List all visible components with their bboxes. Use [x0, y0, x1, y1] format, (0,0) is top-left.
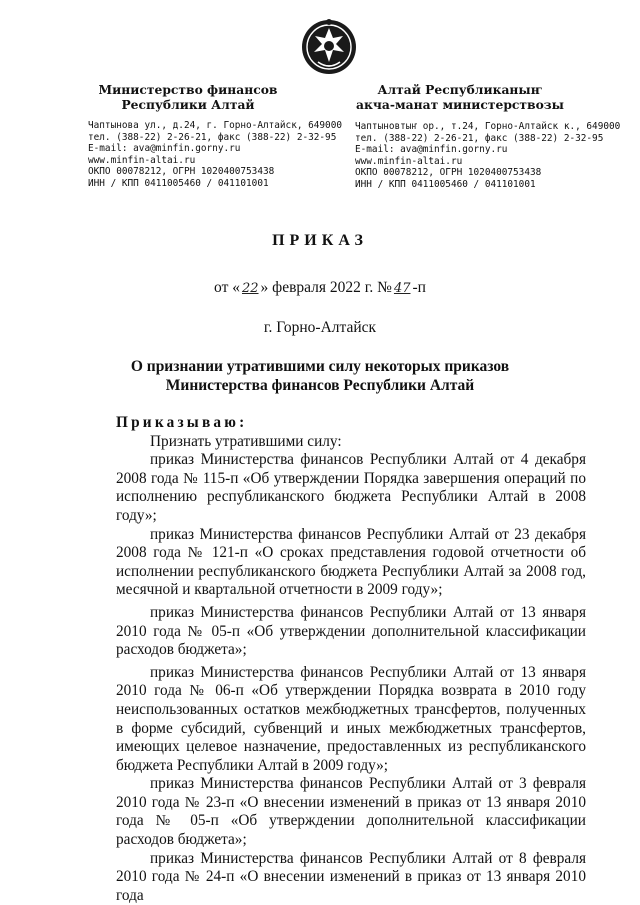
website: www.minfin-altai.ru	[355, 155, 463, 167]
email: E-mail: ava@minfin.gorny.ru	[88, 143, 241, 155]
paragraph: приказ Министерства финансов Республики Алтай от 13 января 2010 года № 06-п «Об утверждении Порядка возврата в 2010 году неиспользованных остатков межбюджетных трансфертов, полученных в форме субсидий, субвенций и иных межбюджетных трансфертов, имеющих целевое назначение, предоставленных из республиканского бюджета Республики Алтай в 2009 году»;	[116, 663, 586, 774]
paragraph: приказ Министерства финансов Республики Алтай от 8 февраля 2010 года № 24-п «О внесении изменений в приказ от 13 января 2010 года	[116, 849, 586, 904]
contacts-alt	[355, 121, 623, 191]
address: Чаптынова ул., д.24, г. Горно-Алтайск, 649000	[88, 120, 342, 131]
inn: ИНН / КПП 0411005460 / 041101001	[88, 177, 269, 189]
inn: ИНН / КПП 0411005460 / 041101001	[355, 178, 536, 190]
city: г. Горно-Алтайск	[263, 319, 377, 336]
subject-heading: О признании утратившими силу некоторых приказов Министерства финансов Республики Алтай	[130, 358, 510, 394]
org-name-ru: Министерство финансов Республики Алтай	[98, 82, 278, 112]
paragraph: приказ Министерства финансов Республики Алтай от 13 января 2010 года № 05-п «Об утверждении дополнительной классификации расходов бюджета»;	[116, 603, 586, 659]
phone: тел. (388-22) 2-26-21, факс (388-22) 2-32-95	[88, 131, 337, 143]
handwritten-number: 47	[393, 281, 411, 296]
order-lead: Приказываю:	[116, 414, 248, 431]
republic-emblem-icon	[300, 16, 358, 78]
paragraph: приказ Министерства финансов Республики Алтай от 3 февраля 2010 года № 23-п «О внесении изменений в приказ от 13 января 2010 года № 05-п «Об утверждении дополнительной классификации расходов бюджета»;	[116, 775, 586, 849]
contacts-ru	[88, 120, 342, 190]
document-body	[116, 414, 586, 905]
org-name-alt: Алтай Республиканыҥ акча-манат министерствозы	[356, 82, 564, 112]
order-date-number: от « 22 » февраля 2022 г. № 47 -п	[214, 279, 426, 296]
phone: тел. (388-22) 2-26-21, факс (388-22) 2-32-95	[355, 132, 604, 144]
email: E-mail: ava@minfin.gorny.ru	[355, 144, 508, 156]
intro-line: Признать утратившими силу:	[150, 432, 342, 450]
okpo: ОКПО 00078212, ОГРН 1020400753438	[355, 167, 542, 179]
paragraph: приказ Министерства финансов Республики Алтай от 23 декабря 2008 года № 121-п «О сроках представления годовой отчетности об исполнении республиканского бюджета Республики Алтай за 2008 год, месячной и квартальной отчетности в 2009 году»;	[116, 525, 586, 599]
address: Чаптыновтыҥ ор., т.24, Горно-Алтайск к., 649000	[355, 121, 621, 132]
document-title: ПРИКАЗ	[272, 232, 368, 249]
okpo: ОКПО 00078212, ОГРН 1020400753438	[88, 166, 275, 178]
handwritten-day: 22	[241, 281, 259, 296]
website: www.minfin-altai.ru	[88, 154, 196, 166]
paragraph: приказ Министерства финансов Республики Алтай от 4 декабря 2008 года № 115-п «Об утверждении Порядка завершения операций по исполнению республиканского бюджета Республики Алтай в 2008 году»;	[116, 451, 586, 524]
header-right	[355, 82, 623, 191]
header-left	[88, 82, 342, 190]
